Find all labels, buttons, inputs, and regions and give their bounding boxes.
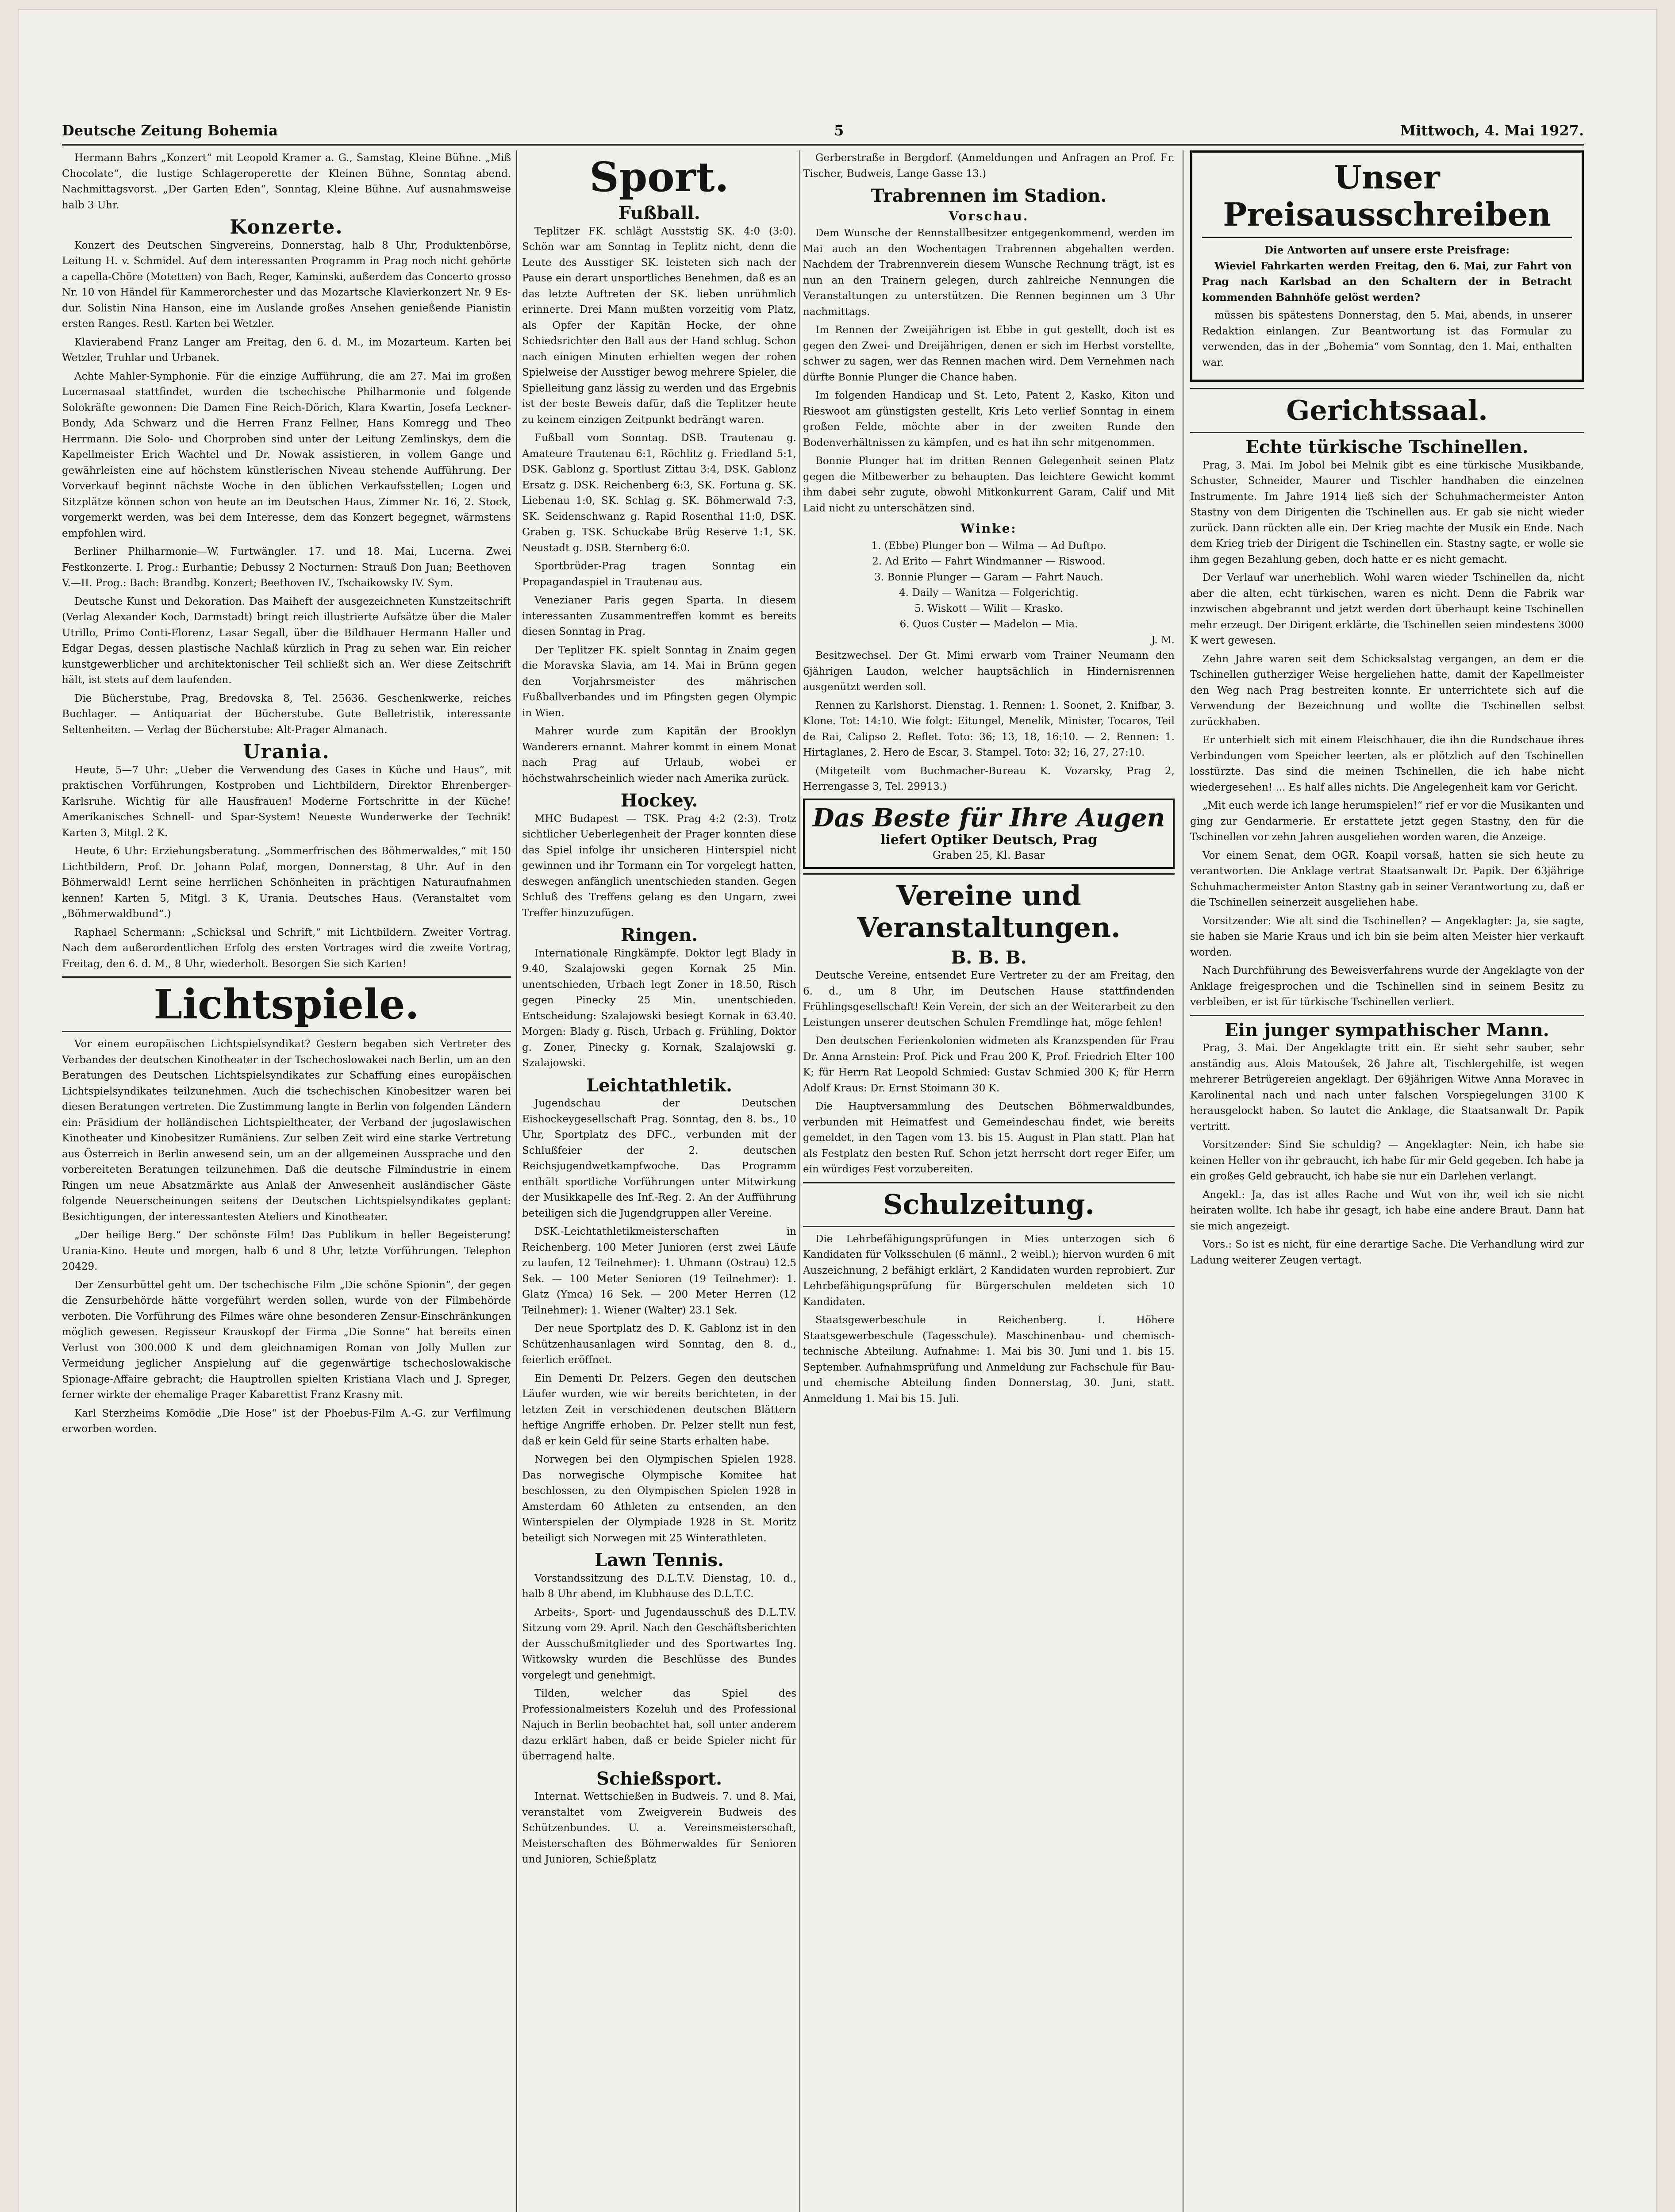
article-paragraph: Achte Mahler-Symphonie. Für die einzige Aufführung, die am 27. Mai im großen Lucernasaal stattfindet, wurden die tschechische Philharmonie und folgende Solokräfte gewonnen: Die Damen Fine Reich-Dörich, Klara Kwartin, Josefa Leckner-Bondy, Ada Schwarz und die Herren Franz Fellner, Hans Komregg und Theo Herrmann. Die Solo- und Chorproben sind unter der Leitung Zemlinskys, dem die Kapellmeister Erich Wachtel und Dr. Nowak assistieren, in vollem Gange und gewährleisten eine auf höchstem künstlerischen Niveau stehende Aufführung. Der Vorverkauf beginnt nächste Woche in den üblichen Verkaufsstellen; Logen und Sitzplätze können schon von heute an im Deutschen Haus, Zimmer Nr. 16, 2. Stock, vorgemerkt werden, was bei dem Interesse, dem das Konzert begegnet, wärmstens empfohlen wird. bbox=[62, 370, 511, 539]
running-header bbox=[62, 119, 1584, 142]
section-title-schulzeitung: Schulzeitung. bbox=[883, 1188, 1095, 1221]
article-paragraph: Deutsche Vereine, entsendet Eure Vertreter zu der am Freitag, den 6. d., um 8 Uhr, im Deutschen Hause stattfindenden Frühlingsgesellschaft! Kein Verein, der sich an der Weiterarbeit zu den Leistungen unserer deutschen Schulen Fremdlinge hat, möge fehlen! bbox=[803, 970, 1175, 1029]
subsection-title-leichtathletik: Leichtathletik. bbox=[586, 1075, 733, 1096]
article-paragraph: Besitzwechsel. Der Gt. Mimi erwarb vom Trainer Neumann den 6jährigen Laudon, welcher hauptsächlich in Hindernisrennen ausgenützt werden soll. bbox=[803, 650, 1175, 693]
article-paragraph: DSK.-Leichtathletikmeisterschaften in Reichenberg. 100 Meter Junioren (erst zwei Läufe zu laufen, 12 Teilnehmer): 1. Uhmann (Ostrau) 12.5 Sek. — 100 Meter Senioren (19 Teilnehmer): 1. Glatz (Ymca) 16 Sek. — 200 Meter Herren (12 Teilnehmer): 1. Wiener (Walter) 23.1 Sek. bbox=[522, 1226, 796, 1316]
article-paragraph: Zehn Jahre waren seit dem Schicksalstag vergangen, an dem er die Tschinellen gutherziger Weise hergeliehen hatte, damit der Kapellmeister den Weg nach Prag bestreiten konnte. Er unterrichtete sich auf die Verwendung der Bezeichnung und wollte die Tschinellen selbst zurückhaben. bbox=[1190, 653, 1584, 728]
article-paragraph: Angekl.: Ja, das ist alles Rache und Wut von ihr, weil ich sie nicht heiraten wollte. Ich habe ihr gesagt, ich habe eine andere Braut. Dann hat sie mich angezeigt. bbox=[1190, 1189, 1584, 1232]
section-divider bbox=[1190, 432, 1584, 433]
article-paragraph: Rennen zu Karlshorst. Dienstag. 1. Rennen: 1. Soonet, 2. Knifbar, 3. Klone. Tot: 14:10. Wie folgt: Eitungel, Menelik, Minister, Tocaros, Teil de Rai, Calipso 2. Reflet. Toto: 36; 13, 18, 16:10. — 2. Rennen: 1. Hirtaglanes, 2. Hero de Escar, 3. Stampel. Toto: 32; 16, 27, 27:10. bbox=[803, 699, 1175, 758]
article-paragraph: Vorsitzender: Wie alt sind die Tschinellen? — Angeklagter: Ja, sie sagte, sie haben sie Marie Kraus und ich bin sie beim alten Meister hier verkauft worden. bbox=[1190, 915, 1584, 958]
section-title-gerichtssaal: Gerichtssaal. bbox=[1286, 394, 1488, 426]
article-paragraph: Vor einem Senat, dem OGR. Koapil vorsaß, hatten sie sich heute zu verantworten. Die Anklage vertrat Staatsanwalt Dr. Papik. Der 63jährige Schuhmachermeister Anton Stastny gab in seiner Verantwortung zu, daß er die Tschinellen seinerzeit ausgeliehen habe. bbox=[1190, 849, 1584, 908]
article-paragraph: Die Lehrbefähigungsprüfungen in Mies unterzogen sich 6 Kandidaten für Volksschulen (6 männl., 2 weibl.); hiervon wurden 6 mit Auszeichnung, 2 befähigt erklärt, 2 Kandidaten wurden reprobiert. Zur Lehrbefähigungsprüfung für Bürgerschulen meldeten sich 10 Kandidaten. bbox=[803, 1233, 1175, 1308]
article-paragraph: Im Rennen der Zweijährigen ist Ebbe in gut gestellt, doch ist es gegen den Zwei- und Dreijährigen, denen er sich im Herbst vorstellte, schwer zu sagen, wer das Rennen machen wird. Dem Vernehmen nach dürfte Bonnie Plunger die Chance haben. bbox=[803, 324, 1175, 383]
subsection-title-bbb: B. B. B. bbox=[951, 947, 1027, 968]
tip-line: 5. Wiskott — Wilit — Krasko. bbox=[914, 603, 1064, 614]
article-paragraph: Vor einem europäischen Lichtspielsyndikat? Gestern begaben sich Vertreter des Verbandes der deutschen Kinotheater in der Tschechoslowakei nach Berlin, um an den Beratungen des Deutschen Lichtspielsyndikates zur Schaffung eines europäischen Lichtspielsyndikates teilzunehmen. Auch die tschechischen Kinobesitzer waren bei diesen Beratungen vertreten. Die Zustimmung langte in Berlin von folgenden Ländern ein: Präsidium der holländischen Lichtspieltheater, der Verband der jugoslawischen Kinotheater und Kinobesitzer Rumäniens. Zur selben Zeit wird eine starke Vertretung aus Österreich in Berlin anwesend sein, um an der allgemeinen Aussprache und den vorbereiteten Beratungen teilzunehmen. Daß die deutsche Filmindustrie in einem Ringen um neue Absatzmärkte aus Anlaß der Anwesenheit ausländischer Gäste folgende Neuerscheinungen seitens der Deutschen Lichtspielsyndikates geplant: Besichtigungen, der interessantesten Ateliers und Kinotheater. bbox=[62, 1038, 511, 1223]
subsection-title-schiesssport: Schießsport. bbox=[596, 1768, 722, 1789]
article-paragraph: Den deutschen Ferienkolonien widmeten als Kranzspenden für Frau Dr. Anna Arnstein: Prof. Pick und Frau 200 K, Prof. Friedrich Elter 100 K; für Herrn Rat Leopold Schmied: Gustav Schmied 300 K; für Herrn Adolf Kraus: Dr. Ernst Stoimann 30 K. bbox=[803, 1035, 1175, 1094]
column-4 bbox=[1190, 150, 1584, 2212]
article-paragraph: Berliner Philharmonie—W. Furtwängler. 17. und 18. Mai, Lucerna. Zwei Festkonzerte. I. Prog.: Eurhantie; Debussy 2 Nocturnen: Strauß Don Juan; Beethoven V.—II. Prog.: Bach: Brandbg. Konzert; Beethoven IV., Tschaikowsky IV. Sym. bbox=[62, 546, 511, 589]
article-paragraph: Nach Durchführung des Beweisverfahrens wurde der Angeklagte von der Anklage freigesprochen und die Tschinellen sind in seinem Besitz zu verbleiben, er ist für türkische Tschinellen verliert. bbox=[1190, 965, 1584, 1008]
section-divider bbox=[1190, 388, 1584, 389]
article-paragraph: Prag, 3. Mai. Der Angeklagte tritt ein. Er sieht sehr sauber, sehr anständig aus. Alois Matoušek, 26 Jahre alt, Tischlergehilfe, ist wegen mehrerer Betrügereien angeklagt. Der 69jährigen Witwe Anna Moravec in Karolinental nach und nach unter falschen Vorspiegelungen 3100 K herausgelockt haben. So lautet die Anklage, die Staatsanwalt Dr. Papik vertritt. bbox=[1190, 1042, 1584, 1133]
article-paragraph: Jugendschau der Deutschen Eishockeygesellschaft Prag. Sonntag, den 8. bs., 10 Uhr, Sportplatz des DFC., verbunden mit der Schlußfeier der 2. deutschen Reichsjugendwetkampfwoche. Das Programm enthält sportliche Vorführungen unter Mitwirkung der Musikkapelle des Inf.-Reg. 2. An der Aufführung beteiligen sich die Jugendgruppen aller Vereine. bbox=[522, 1098, 796, 1219]
article-paragraph: Der Verlauf war unerheblich. Wohl waren wieder Tschinellen da, nicht aber die alten, echt türkischen, waren es nicht. Denn die Fabrik war inzwischen abgebrannt und jetzt werden dort überhaupt keine Tschinellen mehr erzeugt. Der Dirigent erklärte, die Tschinellen seien mindestens 3000 K wert gewesen. bbox=[1190, 572, 1584, 646]
section-divider bbox=[1190, 1015, 1584, 1016]
section-divider bbox=[62, 976, 511, 978]
subsection-title-lawn-tennis: Lawn Tennis. bbox=[595, 1550, 724, 1571]
article-paragraph: Der neue Sportplatz des D. K. Gablonz ist in den Schützenhausanlagen wird Sonntag, den 8. d., feierlich eröffnet. bbox=[522, 1323, 796, 1366]
subsection-title-fussball: Fußball. bbox=[618, 203, 700, 223]
tip-line: 2. Ad Erito — Fahrt Windmanner — Riswood. bbox=[872, 556, 1106, 567]
section-title-urania: Urania. bbox=[243, 741, 330, 763]
column-2 bbox=[522, 150, 796, 2212]
tips-signature: J. M. bbox=[1151, 634, 1175, 646]
section-title-lichtspiele: Lichtspiele. bbox=[154, 980, 419, 1028]
article-paragraph: Fußball vom Sonntag. DSB. Trautenau g. Amateure Trautenau 6:1, Röchlitz g. Friedland 5:1, DSK. Gablonz g. Sportlust Zittau 3:4, DSK. Gablonz Ersatz g. DSK. Reichenberg 6:3, SK. Fortuna g. SK. Liebenau 1:0, SK. Schlag g. SK. Böhmerwald 7:3, SK. Seidenschwanz g. Rapid Rosenthal 11:0, DSK. Graben g. TSK. Schuckabe Brüg Reserve 1:1, SK. Neustadt g. DSB. Sternberg 6:0. bbox=[522, 432, 796, 554]
article-paragraph: Die Hauptversammlung des Deutschen Böhmerwaldbundes, verbunden mit Heimatfest und Gemeindeschau findet, wie bereits gemeldet, in den Tagen vom 13. bis 15. August in Plan statt. Plan hat als Festplatz den besten Ruf. Schon jetzt herrscht dort reger Eifer, um ein würdiges Fest vorzubereiten. bbox=[803, 1101, 1175, 1175]
section-divider bbox=[803, 873, 1175, 875]
article-paragraph: Deutsche Kunst und Dekoration. Das Maiheft der ausgezeichneten Kunstzeitschrift (Verlag Alexander Koch, Darmstadt) bringt reich illustrierte Aufsätze über die Maler Utrillo, Primo Conti-Florenz, Lasar Segall, über die Bildhauer Hermann Haller und Edgar Degas, dessen plastische Nachlaß kürzlich in Prag zu sehen war. Ein reicher kunstgewerblicher und architektonischer Teil schließt sich an. Wer diese Zeitschrift hält, ist stets auf dem laufenden. bbox=[62, 595, 511, 686]
header-page-number: 5 bbox=[834, 122, 844, 139]
header-paper-name: Deutsche Zeitung Bohemia bbox=[62, 122, 278, 139]
article-paragraph: Staatsgewerbeschule in Reichenberg. I. Höhere Staatsgewerbeschule (Tagesschule). Maschinenbau- und chemisch-technische Abteilung. Aufnahme: 1. Mai bis 30. Juni und 1. bis 15. September. Aufnahmsprüfung und Anmeldung zur Fachschule für Bau- und chemische Abteilung finden Donnerstag, 30. Juni, statt. Anmeldung 1. Mai bis 15. Juli. bbox=[803, 1314, 1175, 1405]
column-rule bbox=[799, 150, 800, 2212]
article-paragraph: Bonnie Plunger hat im dritten Rennen Gelegenheit seinen Platz gegen die Mitbewerber zu behaupten. Das leichtere Gewicht kommt ihm dabei sehr zugute, obwohl Mitkonkurrent Garam, Calif und Mit Laid nicht zu unterschätzen sind. bbox=[803, 455, 1175, 514]
theater-notices: Hermann Bahrs „Konzert“ mit Leopold Kramer a. G., Samstag, Kleine Bühne. „Miß Chocolate“, die lustige Schlageroperette der Kleinen Bühne, Sonntag abend. Nachmittagsvorst. „Der Garten Eden“, Sonntag, Kleine Bühne. Auf ausnahmsweise halb 3 Uhr. bbox=[62, 152, 511, 211]
prize-contest-box bbox=[1190, 150, 1584, 382]
article-paragraph: Dem Wunsche der Rennstallbesitzer entgegenkommend, werden im Mai auch an den Wochentagen Trabrennen abgehalten werden. Nachdem der Trabrennverein diesem Wunsche Rechnung trägt, ist es nun an den Trainern gelegen, durch zahlreiche Nennungen die Veranstaltungen zu unterstützen. Die Rennen beginnen um 3 Uhr nachmittags. bbox=[803, 227, 1175, 318]
article-paragraph: Internationale Ringkämpfe. Doktor legt Blady in 9.40, Szalajowski gegen Kornak 25 Min. unentschieden, Urbach legt Zoner in 18.50, Risch gegen Pinecky 25 Min. unentschieden. Entscheidung: Szalajowski besiegt Kornak in 63.40. Morgen: Blady g. Risch, Urbach g. Frühling, Doktor g. Zoner, Pinecky g. Kornak, Szalajowski g. Szalajowski. bbox=[522, 947, 796, 1069]
column-1 bbox=[62, 150, 511, 2212]
article-paragraph: „Der heilige Berg.“ Der schönste Film! Das Publikum in heller Begeisterung! Urania-Kino. Heute und morgen, halb 6 und 8 Uhr, letzte Vorführungen. Telephon 20429. bbox=[62, 1229, 511, 1272]
subsection-title-sympathischer-mann: Ein junger sympathischer Mann. bbox=[1225, 1019, 1549, 1041]
article-paragraph: „Mit euch werde ich lange herumspielen!“ rief er vor die Musikanten und ging zur Gendarmerie. Er erstattete jetzt gegen Stastny, den für die Tschinellen vor zehn Jahren ausgeliehen worden waren, die Anzeige. bbox=[1190, 800, 1584, 843]
article-paragraph: (Mitgeteilt vom Buchmacher-Bureau K. Vozarsky, Prag 2, Herrengasse 3, Tel. 29913.) bbox=[803, 765, 1175, 792]
article-paragraph: Ein Dementi Dr. Pelzers. Gegen den deutschen Läufer wurden, wie wir bereits berichteten, in der letzten Zeit in verschiedenen deutschen Blättern heftige Angriffe erhoben. Dr. Pelzer stellt nun fest, daß er kein Geld für seine Starts erhalten habe. bbox=[522, 1372, 796, 1447]
article-paragraph: Vorstandssitzung des D.L.T.V. Dienstag, 10. d., halb 8 Uhr abend, im Klubhause des D.L.T.C. bbox=[522, 1572, 796, 1600]
ad-company: liefert Optiker Deutsch, Prag bbox=[880, 832, 1097, 848]
section-title-vereine: Vereine und Veranstaltungen. bbox=[857, 879, 1121, 944]
section-title-sport: Sport. bbox=[589, 153, 729, 201]
article-paragraph: Raphael Schermann: „Schicksal und Schrift,“ mit Lichtbildern. Zweiter Vortrag. Nach dem außerordentlichen Erfolg des ersten Vortrages wird die zweite Vortrag, Freitag, den 6. d. M., 8 Uhr, wiederholt. Besorgen Sie sich Karten! bbox=[62, 926, 511, 970]
article-paragraph: Vorsitzender: Sind Sie schuldig? — Angeklagter: Nein, ich habe sie keinen Heller von ihr gebraucht, ich habe für mir Geld gegeben. Ich habe ja ein großes Geld gebraucht, ich habe sie nur ein Darlehen verlangt. bbox=[1190, 1139, 1584, 1182]
article-paragraph: Venezianer Paris gegen Sparta. In diesem interessanten Zusammentreffen kommt es bereits diesen Sonntag in Prag. bbox=[522, 595, 796, 637]
article-paragraph: Mahrer wurde zum Kapitän der Brooklyn Wanderers ernannt. Mahrer kommt in einem Monat nach Prag auf Urlaub, wobei er höchstwahrscheinlich wieder nach Amerika zurück. bbox=[522, 726, 796, 784]
tip-line: 3. Bonnie Plunger — Garam — Fahrt Nauch. bbox=[874, 571, 1103, 583]
tip-line: 4. Daily — Wanitza — Folgerichtig. bbox=[899, 587, 1079, 599]
article-paragraph: Karl Sterzheims Komödie „Die Hose“ ist der Phoebus-Film A.-G. zur Verfilmung erworben worden. bbox=[62, 1407, 511, 1435]
article-paragraph: Konzert des Deutschen Singvereins, Donnerstag, halb 8 Uhr, Produktenbörse, Leitung H. v. Schmidel. Auf dem interessanten Programm in Prag noch nicht gehörte a capella-Chöre (Motetten) von Bach, Reger, Kaminski, außerdem das Concerto grosso Nr. 10 von Händel für Kammerorchester und das Mozartsche Klavierkonzert Nr. 9 Es-dur. Solistin Nina Hanson, eine im Auslande großes Ansehen genießende Pianistin ersten Ranges. Restl. Karten bei Wetzler. bbox=[62, 239, 511, 330]
article-paragraph: Tilden, welcher das Spiel des Professionalmeisters Kozeluh und des Professional Najuch in Berlin beobachtet hat, soll unter anderem dazu erklärt haben, daß er beide Spieler nicht für überragend halte. bbox=[522, 1688, 796, 1762]
section-title-konzerte: Konzerte. bbox=[230, 216, 343, 238]
prize-contest-instructions: müssen bis spätestens Donnerstag, den 5. Mai, abends, in unserer Redaktion einlangen. Zur Beantwortung ist das Formular zu verwenden, das in der „Bohemia“ vom Sonntag, den 1. Mai, enthalten war. bbox=[1202, 310, 1572, 369]
ad-address: Graben 25, Kl. Basar bbox=[932, 849, 1045, 861]
column-rule bbox=[516, 150, 517, 2212]
header-date: Mittwoch, 4. Mai 1927. bbox=[1400, 122, 1584, 139]
article-paragraph: Gerberstraße in Bergdorf. (Anmeldungen und Anfragen an Prof. Fr. Tischer, Budweis, Lange Gasse 13.) bbox=[803, 152, 1175, 180]
article-paragraph: Er unterhielt sich mit einem Fleischhauer, die ihn die Rundschaue ihres Verbindungen vom Speicher leerten, als er plötzlich auf den Tschinellen losstürzte. Das sind die meinen Tschinellen, die ich habe nicht wiedergesehen! ... Es half alles nichts. Die Angelegenheit kam vor Gericht. bbox=[1190, 734, 1584, 793]
tip-line: 1. (Ebbe) Plunger bon — Wilma — Ad Duftpo. bbox=[871, 540, 1106, 552]
subsection-title-hockey: Hockey. bbox=[620, 790, 698, 811]
section-divider bbox=[803, 1182, 1175, 1183]
article-paragraph: Sportbrüder-Prag tragen Sonntag ein Propagandaspiel in Trautenau aus. bbox=[522, 561, 796, 588]
subsection-title-ringen: Ringen. bbox=[621, 925, 698, 945]
section-divider bbox=[62, 1031, 511, 1032]
article-paragraph: Vors.: So ist es nicht, für eine derartige Sache. Die Verhandlung wird zur Ladung weiterer Zeugen vertagt. bbox=[1190, 1239, 1584, 1266]
article-paragraph: MHC Budapest — TSK. Prag 4:2 (2:3). Trotz sichtlicher Ueberlegenheit der Prager konnten diese das Spiel infolge ihr unsicheren Hinterspiel nicht gewinnen und ihr Tormann ein Tor vorgelegt hatten, deswegen anfänglich unentschieden standen. Gegen Schluß des Treffens gelang es den Ungarn, zwei Treffer hinzuzufügen. bbox=[522, 813, 796, 919]
article-paragraph: Norwegen bei den Olympischen Spielen 1928. Das norwegische Olympische Komitee hat beschlossen, zu den Olympischen Spielen 1928 in Amsterdam 60 Athleten zu entsenden, an den Winterspielen der Olympiade 1928 in St. Moritz beteiligt sich Norwegen mit 25 Winterathleten. bbox=[522, 1454, 796, 1544]
subsection-subtitle: Vorschau. bbox=[949, 208, 1029, 223]
article-paragraph: Teplitzer FK. schlägt Ausststig SK. 4:0 (3:0). Schön war am Sonntag in Teplitz nicht, denn die Leute des Ausstiger SK. leisteten sich nach der Pause ein derart unsportliches Benehmen, daß es an das letzte Auftreten der SK. lieben unrühmlich erinnerte. Drei Mann mußten vorzeitig vom Platz, als Opfer der Kapitän Hocke, der ohne Schiedsrichter den Ball aus der Hand schlug. Schon nach einigen Minuten erhielten wegen der rohen Spielweise der Ausstiger bewog mehrere Spieler, die Spielleitung ganz lässig zu werden und das Ergebnis ist der beste Beweis dafür, daß die Teplitzer heute zu keinem einzigen Zeitpunkt bedrängt waren. bbox=[522, 225, 796, 426]
tips-heading: Winke: bbox=[960, 521, 1017, 536]
article-paragraph: Der Teplitzer FK. spielt Sonntag in Znaim gegen die Moravska Slavia, am 14. Mai in Brünn gegen den Vorjahrsmeister des mährischen Fußballverbandes und im Pfingsten gegen Olympic in Wien. bbox=[522, 644, 796, 719]
prize-contest-question: Wieviel Fahrkarten werden Freitag, den 6. Mai, zur Fahrt von Prag nach Karlsbad an den Schaltern der in Betracht kommenden Bahnhöfe gelöst werden? bbox=[1202, 260, 1572, 303]
article-paragraph: Heute, 6 Uhr: Erziehungsberatung. „Sommerfrischen des Böhmerwaldes,“ mit 150 Lichtbildern, Prof. Dr. Johann Polaf, morgen, Donnerstag, 8 Uhr. Auf in den Böhmerwald! Lernt seine herrlichen Schönheiten in prächtigen Naturaufnahmen kennen! Karten 5, Mitgl. 3 K, Urania. Deutsches Haus. (Veranstaltet vom „Böhmerwaldbund“.) bbox=[62, 845, 511, 920]
article-paragraph: Arbeits-, Sport- und Jugendausschuß des D.L.T.V. Sitzung vom 29. April. Nach den Geschäftsberichten der Ausschußmitglieder und des Sportwartes Ing. Witkowsky wurden die Beschlüsse des Bundes vorgelegt und genehmigt. bbox=[522, 1606, 796, 1681]
column-3 bbox=[803, 150, 1175, 2212]
ad-headline: Das Beste für Ihre Augen bbox=[812, 803, 1165, 833]
article-paragraph: Die Bücherstube, Prag, Bredovska 8, Tel. 25636. Geschenkwerke, reiches Buchlager. — Antiquariat der Bücherstube. Gute Belletristik, interessante Seltenheiten. — Verlag der Bücherstube: Alt-Prager Almanach. bbox=[62, 692, 511, 736]
article-paragraph: Im folgenden Handicap und St. Leto, Patent 2, Kasko, Kiton und Rieswoot am günstigsten gestellt, Kris Leto verlief Sonntag in einem großen Felde, möchte aber in der zweiten Runde den Bodenverhältnissen zu kämpfen, und es hat ihn sehr mitgenommen. bbox=[803, 390, 1175, 449]
tips-list bbox=[803, 538, 1175, 633]
tip-line: 6. Quos Custer — Madelon — Mia. bbox=[899, 618, 1078, 630]
subsection-title-trabrennen: Trabrennen im Stadion. bbox=[871, 185, 1107, 206]
article-paragraph: Prag, 3. Mai. Im Jobol bei Melnik gibt es eine türkische Musikbande, Schuster, Schneider, Maurer und Tischler handhaben die einzelnen Instrumente. Im Jahre 1914 ließ sich der Schuhmachermeister Anton Stastny von dem Dirigenten die Tschinellen aus. Er gab sie nicht wieder zurück. Dann rückten alle ein. Der Krieg machte der Musik ein Ende. Nach dem Krieg trieb der Dirigent die Tschinellen ein. Stastny sagte, er wolle sie ihm gegen Bezahlung geben, doch hatte er es nicht gemacht. bbox=[1190, 459, 1584, 565]
header-rule bbox=[62, 144, 1584, 146]
article-paragraph: Heute, 5—7 Uhr: „Ueber die Verwendung des Gases in Küche und Haus“, mit praktischen Vorführungen, Kostproben und Lichtbildern, Direktor Ehrenberger-Karlsruhe. Wichtig für alle Hausfrauen! Moderne Fortschritte in der Küche! Amerikanisches Schnell- und Spar-System! Neueste Wunderwerke der Technik! Karten 3, Mitgl. 2 K. bbox=[62, 764, 511, 839]
section-divider bbox=[803, 1226, 1175, 1227]
subsection-title-tschinellen: Echte türkische Tschinellen. bbox=[1245, 437, 1529, 457]
prize-contest-title: Unser Preisausschreiben bbox=[1202, 159, 1572, 238]
article-paragraph: Klavierabend Franz Langer am Freitag, den 6. d. M., im Mozarteum. Karten bei Wetzler, Truhlar und Urbanek. bbox=[62, 336, 511, 364]
optician-advertisement bbox=[803, 799, 1175, 869]
newspaper-page bbox=[18, 9, 1657, 2212]
article-paragraph: Internat. Wettschießen in Budweis. 7. und 8. Mai, veranstaltet vom Zweigverein Budweis des Schützenbundes. U. a. Vereinsmeisterschaft, Meisterschaften des Böhmerwaldes für Senioren und Junioren, Schießplatz bbox=[522, 1791, 796, 1865]
article-paragraph: Der Zensurbüttel geht um. Der tschechische Film „Die schöne Spionin“, der gegen die Zensurbehörde hätte vorgeführt werden sollen, wurde von der Filmbehörde verboten. Die Vorführung des Filmes wäre ohne besonderen Zensur-Einschränkungen möglich gewesen. Regisseur Krauskopf der Firma „Die Sonne“ hat bereits einen Verlust von 300.000 K und dem gleichnamigen Roman von Jolly Mullen zur Vermeidung jeglicher Anspielung auf die gegenwärtige tschechoslowakische Spionage-Affaire gebracht; die Hauptrollen spielten Kristiana Vlach und J. Spreger, ferner wirkte der ehemalige Prager Kabarettist Franz Krasny mit. bbox=[62, 1279, 511, 1401]
prize-contest-lead: Die Antworten auf unsere erste Preisfrage: bbox=[1264, 244, 1510, 256]
